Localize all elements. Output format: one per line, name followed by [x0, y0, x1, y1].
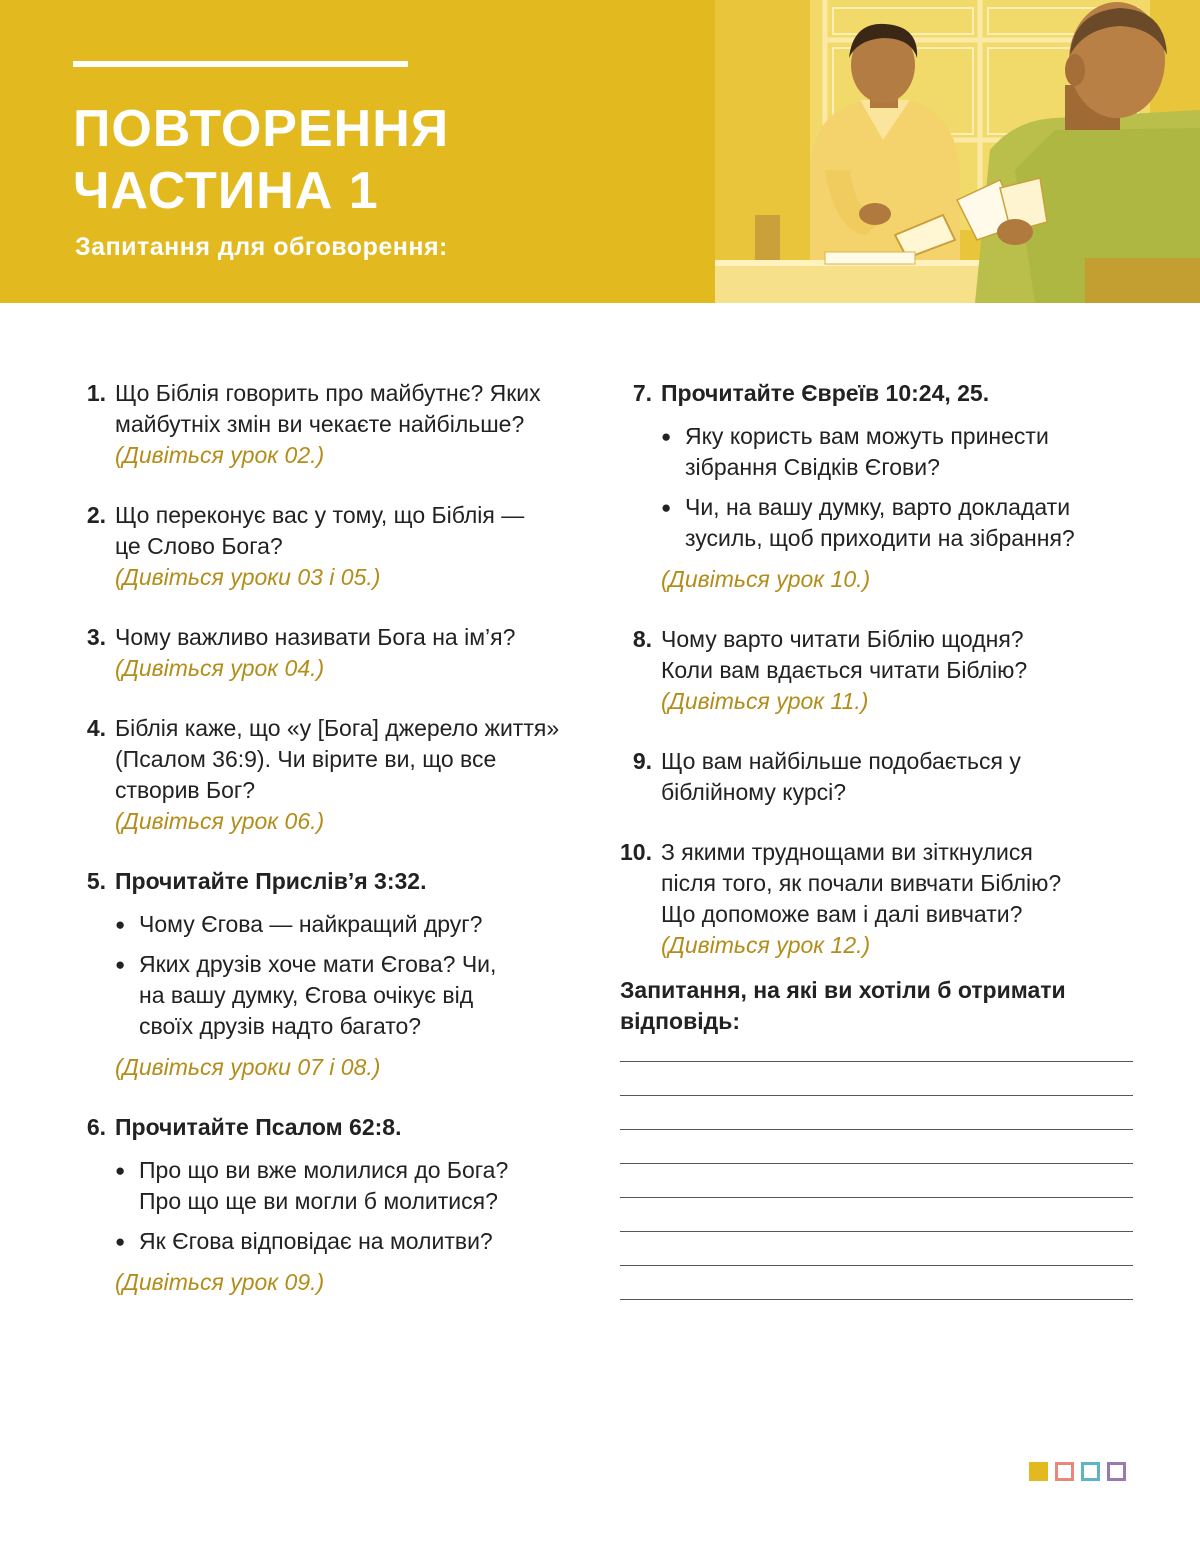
own-questions-heading: Запитання, на які ви хотіли б отримати відповідь:	[620, 977, 1066, 1034]
question-number: 5.	[86, 868, 106, 894]
answer-line[interactable]	[620, 1265, 1133, 1266]
bullet-list	[661, 421, 1134, 554]
question-2	[84, 500, 584, 593]
answer-line[interactable]	[620, 1061, 1133, 1062]
lesson-reference: (Дивіться урок 10.)	[661, 566, 871, 592]
question-1	[84, 378, 584, 471]
questions-left-column	[84, 378, 584, 1298]
bullet-item: ● Чи, на вашу думку, варто докладати зусиль, щоб приходити на зібрання?	[661, 492, 1134, 554]
bullet-item: ● Про що ви вже молилися до Бога? Про що ще ви могли б молитися?	[115, 1155, 529, 1217]
progress-square-outline	[1081, 1462, 1100, 1481]
progress-square-outline	[1055, 1462, 1074, 1481]
answer-line[interactable]	[620, 1231, 1133, 1232]
header-banner	[0, 0, 1200, 303]
bullet-list	[115, 1155, 584, 1257]
question-9	[619, 746, 1134, 808]
lesson-reference: (Дивіться урок 11.)	[661, 688, 869, 714]
questions-right-column	[619, 378, 1134, 961]
answer-line[interactable]	[620, 1129, 1133, 1130]
question-10	[619, 837, 1134, 961]
question-8	[619, 624, 1134, 717]
question-text: Чому варто читати Біблію щодня? Коли вам вдається читати Біблію?	[661, 626, 1028, 683]
header-rule	[73, 61, 408, 67]
lesson-reference: (Дивіться урок 06.)	[115, 808, 325, 834]
question-number: 9.	[632, 748, 652, 774]
scripture-heading: Прочитайте Євреїв 10:24, 25.	[661, 380, 990, 406]
question-text: Що Біблія говорить про майбутнє? Яких майбутніх змін ви чекаєте найбільше?	[115, 380, 541, 437]
question-3	[84, 622, 584, 684]
question-6	[84, 1112, 584, 1298]
progress-square-outline	[1107, 1462, 1126, 1481]
question-text: Чому важливо називати Бога на ім’я?	[115, 624, 516, 650]
answer-line[interactable]	[620, 1095, 1133, 1096]
answer-line[interactable]	[620, 1163, 1133, 1164]
lesson-reference: (Дивіться уроки 07 і 08.)	[115, 1054, 381, 1080]
bullet-list	[115, 909, 584, 1042]
answer-line[interactable]	[620, 1197, 1133, 1198]
bullet-item: ● Яку користь вам можуть принести зібрання Свідків Єгови?	[661, 421, 1085, 483]
bullet-item: ● Чому Єгова — найкращий друг?	[115, 909, 584, 940]
question-number: 10.	[620, 839, 652, 865]
question-text: Що вам найбільше подобається у біблійному курсі?	[661, 748, 1021, 805]
lesson-reference: (Дивіться уроки 03 і 05.)	[115, 564, 381, 590]
scripture-heading: Прочитайте Псалом 62:8.	[115, 1114, 402, 1140]
lesson-reference: (Дивіться урок 12.)	[661, 932, 871, 958]
bible-study-illustration	[715, 0, 1200, 303]
question-number: 4.	[86, 715, 106, 741]
question-number: 8.	[632, 626, 652, 652]
question-5	[84, 866, 584, 1083]
question-4	[84, 713, 584, 837]
question-text: Що переконує вас у тому, що Біблія — це Слово Бога?	[115, 502, 525, 559]
question-number: 1.	[86, 380, 106, 406]
question-number: 2.	[86, 502, 106, 528]
progress-square-filled	[1029, 1462, 1048, 1481]
bullet-item: ● Як Єгова відповідає на молитви?	[115, 1226, 584, 1257]
lesson-reference: (Дивіться урок 02.)	[115, 442, 325, 468]
lesson-reference: (Дивіться урок 09.)	[115, 1269, 325, 1295]
page-subtitle: Запитання для обговорення:	[75, 233, 448, 261]
bullet-item: ● Яких друзів хоче мати Єгова? Чи, на вашу думку, Єгова очікує від своїх друзів надто багато?	[115, 949, 499, 1042]
question-number: 3.	[86, 624, 106, 650]
scripture-heading: Прочитайте Прислів’я 3:32.	[115, 868, 427, 894]
answer-line[interactable]	[620, 1299, 1133, 1300]
page-title-line-2: ЧАСТИНА 1	[73, 162, 379, 220]
question-number: 7.	[632, 380, 652, 406]
question-7	[619, 378, 1134, 595]
lesson-reference: (Дивіться урок 04.)	[115, 655, 325, 681]
page-title	[73, 98, 449, 222]
question-number: 6.	[86, 1114, 106, 1140]
question-text: Біблія каже, що «у [Бога] джерело життя» (Псалом 36:9). Чи вірите ви, що все створив Бог?	[115, 715, 560, 803]
progress-squares	[1029, 1462, 1126, 1481]
question-text: З якими труднощами ви зіткнулися після того, як почали вивчати Біблію? Що допоможе вам і далі вивчати?	[661, 839, 1062, 927]
page-title-line-1: ПОВТОРЕННЯ	[73, 100, 450, 158]
